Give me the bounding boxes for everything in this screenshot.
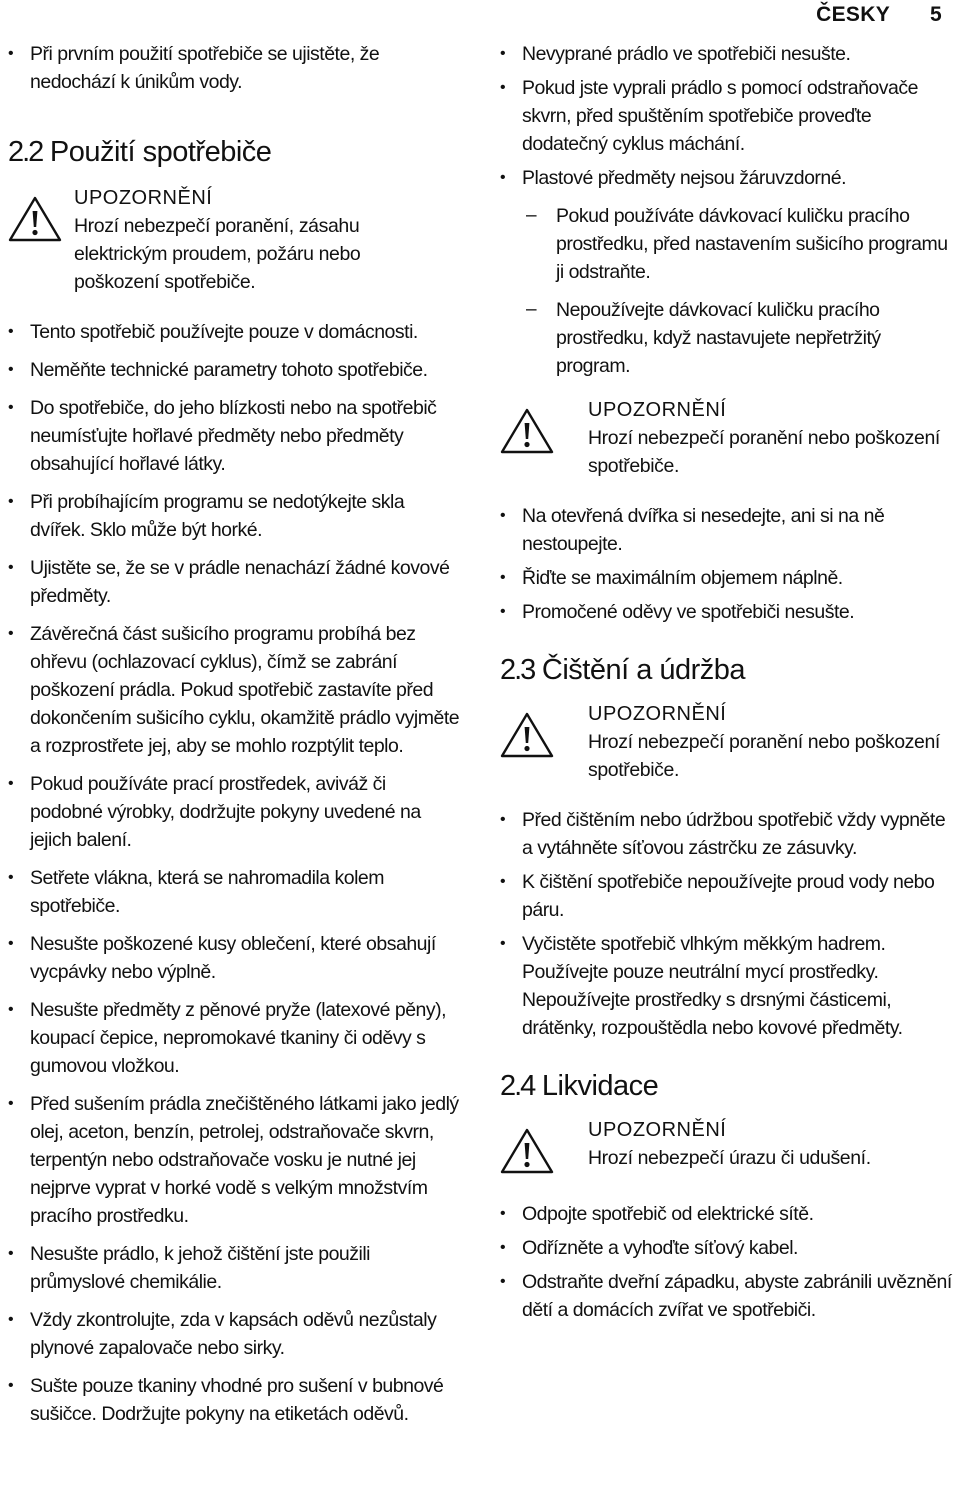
warning-title: UPOZORNĚNÍ <box>588 399 727 421</box>
warning-block <box>500 700 956 784</box>
list-item: • Při prvním použití spotřebiče se ujistěte, že nedochází k únikům vody. <box>8 40 460 96</box>
safety-list <box>8 318 460 1428</box>
language-label: ČESKY <box>816 3 891 26</box>
page-header <box>816 0 942 30</box>
warning-block <box>500 396 956 480</box>
list-item: • Závěrečná část sušicího programu probíhá bez ohřevu (ochlazovací cyklus), čímž se zabrání poškození prádla. Pokud spotřebič zastavíte před dokončením sušicího cyklu, okamžitě prádlo vyjměte a rozprostřete jej, aby se mohlo rozptýlit teplo. <box>8 620 460 760</box>
section-heading <box>8 134 460 170</box>
dash-list <box>526 202 956 380</box>
door-list <box>500 502 956 626</box>
section-number: 2.4 <box>500 1070 535 1102</box>
warning-text: Hrozí nebezpečí poranění nebo poškození spotřebiče. <box>588 427 940 477</box>
list-item: • Ujistěte se, že se v prádle nenachází žádné kovové předměty. <box>8 554 460 610</box>
list-item: • Tento spotřebič používejte pouze v domácnosti. <box>8 318 460 346</box>
list-item: • Pokud jste vyprali prádlo s pomocí odstraňovače skvrn, před spuštěním spotřebiče proveďte dodatečný cyklus máchání. <box>500 74 956 158</box>
disposal-list <box>500 1200 956 1324</box>
warning-title: UPOZORNĚNÍ <box>588 703 727 725</box>
list-item: • Nesušte poškozené kusy oblečení, které obsahují vycpávky nebo výplně. <box>8 930 460 986</box>
list-item: • Promočené oděvy ve spotřebiči nesušte. <box>500 598 956 626</box>
list-item: • Nesušte prádlo, k jehož čištění jste použili průmyslové chemikálie. <box>8 1240 460 1296</box>
warning-icon <box>500 396 588 454</box>
warning-title: UPOZORNĚNÍ <box>74 187 213 209</box>
list-item: • Odřízněte a vyhoďte síťový kabel. <box>500 1234 956 1262</box>
warning-icon <box>500 1116 588 1174</box>
dash-item: – Pokud používáte dávkovací kuličku pracího prostředku, před nastavením sušicího programu ji odstraňte. <box>526 202 956 286</box>
intro-list <box>8 40 460 96</box>
list-item: • Nevyprané prádlo ve spotřebiči nesušte. <box>500 40 956 68</box>
dash-item: – Nepoužívejte dávkovací kuličku pracího prostředku, když nastavujete nepřetržitý program. <box>526 296 956 380</box>
list-item: • Sušte pouze tkaniny vhodné pro sušení v bubnové sušičce. Dodržujte pokyny na etiketách oděvů. <box>8 1372 460 1428</box>
warning-icon <box>8 184 74 242</box>
section-number: 2.2 <box>8 136 43 168</box>
right-column <box>500 40 956 1324</box>
warning-block <box>8 184 460 296</box>
list-item: • Plastové předměty nejsou žáruvzdorné. <box>500 164 956 192</box>
warning-title: UPOZORNĚNÍ <box>588 1119 727 1141</box>
section-title: Likvidace <box>541 1070 659 1102</box>
list-item: • Řiďte se maximálním objemem náplně. <box>500 564 956 592</box>
warning-text: Hrozí nebezpečí poranění, zásahu elektrickým proudem, požáru nebo poškození spotřebiče. <box>74 215 361 293</box>
section-title: Čištění a údržba <box>541 654 746 686</box>
warning-icon <box>500 700 588 758</box>
page-number: 5 <box>930 3 942 26</box>
section-heading <box>500 1068 956 1104</box>
list-item: • Vyčistěte spotřebič vlhkým měkkým hadrem. Používejte pouze neutrální mycí prostředky. Nepoužívejte prostředky s drsnými částicemi, drátěnky, rozpouštědla nebo kovové předměty. <box>500 930 956 1042</box>
list-item: • Odpojte spotřebič od elektrické sítě. <box>500 1200 956 1228</box>
cleaning-list <box>500 806 956 1042</box>
list-item: • Do spotřebiče, do jeho blízkosti nebo na spotřebič neumísťujte hořlavé předměty nebo předměty obsahující hořlavé látky. <box>8 394 460 478</box>
list-item: • K čištění spotřebiče nepoužívejte proud vody nebo páru. <box>500 868 956 924</box>
list-item: • Před čištěním nebo údržbou spotřebič vždy vypněte a vytáhněte síťovou zástrčku ze zásuvky. <box>500 806 956 862</box>
list-item: • Setřete vlákna, která se nahromadila kolem spotřebiče. <box>8 864 460 920</box>
warning-block <box>500 1116 956 1174</box>
list-item: • Nesušte předměty z pěnové pryže (latexové pěny), koupací čepice, nepromokavé tkaniny či oděvy s gumovou vložkou. <box>8 996 460 1080</box>
list-item: • Odstraňte dveřní západku, abyste zabránili uvěznění dětí a domácích zvířat ve spotřebiči. <box>500 1268 956 1324</box>
left-column <box>8 40 460 1428</box>
list-item: • Pokud používáte prací prostředek, aviváž či podobné výrobky, dodržujte pokyny uvedené na jejich balení. <box>8 770 460 854</box>
section-title: Použití spotřebiče <box>49 136 272 168</box>
warning-text: Hrozí nebezpečí úrazu či udušení. <box>588 1147 871 1169</box>
list-item: • Vždy zkontrolujte, zda v kapsách oděvů nezůstaly plynové zapalovače nebo sirky. <box>8 1306 460 1362</box>
safety-list-continued <box>500 40 956 192</box>
list-item: • Při probíhajícím programu se nedotýkejte skla dvířek. Sklo může být horké. <box>8 488 460 544</box>
list-item: • Na otevřená dvířka si nesedejte, ani si na ně nestoupejte. <box>500 502 956 558</box>
section-number: 2.3 <box>500 654 535 686</box>
list-item: • Před sušením prádla znečištěného látkami jako jedlý olej, aceton, benzín, petrolej, odstraňovače skvrn, terpentýn nebo odstraňovače vosku je nutné jej nejprve vyprat v horké vodě s velkým množstvím pracího prostředku. <box>8 1090 460 1230</box>
list-item: • Neměňte technické parametry tohoto spotřebiče. <box>8 356 460 384</box>
warning-text: Hrozí nebezpečí poranění nebo poškození spotřebiče. <box>588 731 940 781</box>
section-heading <box>500 652 956 688</box>
